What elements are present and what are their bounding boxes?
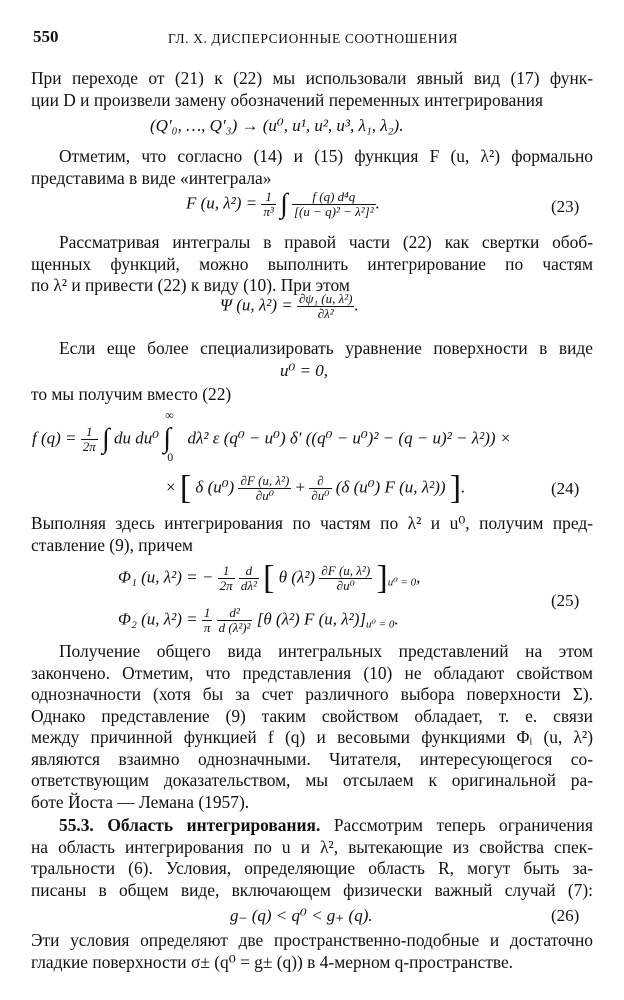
paragraph-9: [31, 930, 593, 973]
eq24-body: dλ² ε (q⁰ − u⁰) δ′ ((q⁰ − u⁰)² − (q − u)² − λ²)) ×: [187, 428, 512, 448]
equation-number-25: (25): [551, 591, 580, 610]
eq23-coefficient: [261, 190, 275, 219]
text-line: по λ² и привести (22) к виду (10). При этом: [31, 275, 350, 295]
eq24-lower-limit: 0: [167, 450, 174, 465]
section-55-3: [31, 815, 593, 901]
phi1-derivative: [239, 564, 259, 593]
eq23-den: [(u − q)² − λ²]²: [293, 204, 374, 219]
eq23-tail: .: [375, 193, 380, 213]
psi-den: ∂λ²: [317, 306, 334, 321]
text-line: ответствующим доказательством, мы отсылаем к оригинальной ра-: [31, 770, 593, 790]
phi1-lhs: Φ₁ (u, λ²) = −: [118, 567, 214, 587]
eq23-coef-num: 1: [261, 190, 275, 205]
phi1-c-num: 1: [218, 564, 235, 579]
equation-24-line-1: [32, 408, 512, 465]
text-line: [31, 815, 593, 837]
text-line: Однако представление (9) таким свойством обладает, т. е. связи: [31, 705, 593, 726]
equation-psi: [220, 292, 359, 321]
phi2-c-den: π: [203, 620, 211, 635]
text-line: Получение общего вида интегральных представлений на этом: [59, 641, 593, 661]
text-line: писаны в общем виде, включающем физически важный случай (7):: [31, 879, 593, 900]
integral-sign: ∫: [163, 423, 171, 455]
eq24-tail: .: [461, 477, 466, 497]
phi1-f-den: ∂u⁰: [336, 578, 355, 593]
eq24-d1-num: ∂F (u, λ²): [240, 473, 290, 488]
running-title: ГЛ. X. ДИСПЕРСИОННЫЕ СООТНОШЕНИЯ: [168, 31, 459, 46]
psi-lhs: Ψ (u, λ²) =: [220, 295, 293, 315]
phi1-f-num: ∂F (u, λ²): [321, 563, 371, 578]
phi1-tail: ,: [416, 567, 421, 587]
text-line: ции D и произвели замену обозначений переменных интегрирования: [31, 89, 543, 110]
bracket-close: ]: [376, 559, 388, 597]
eq24-d1-den: ∂u⁰: [255, 488, 274, 503]
equation-substitution: (Q′₀, …, Q′₃) → (u⁰, u¹, u², u³, λ₁, λ₂).: [150, 116, 404, 135]
text-line: Если еще более специализировать уравнение поверхности в виде: [59, 338, 593, 358]
text-line: тральности (6). Условия, определяющие область R, могут быть за-: [31, 858, 593, 878]
bracket-open: [: [179, 469, 192, 507]
phi2-d-den: d (λ²)²: [218, 620, 251, 635]
phi1-d-den: dλ²: [240, 578, 257, 593]
text-line: Эти условия определяют две пространственно-подобные и достаточно: [31, 930, 593, 950]
eq24-derivative-1: [238, 474, 291, 503]
eq23-num: f (q) d⁴q: [292, 190, 376, 205]
paragraph-1: [31, 68, 593, 111]
eq24-plus: +: [295, 477, 306, 497]
phi2-d-num: d²: [217, 606, 253, 621]
equation-26: g₋ (q) < q⁰ < g₊ (q).: [230, 906, 373, 925]
text-line: однозначности (хотя бы за счет различного выбора поверхности Σ).: [31, 684, 593, 704]
text-line: При переходе от (21) к (22) мы использовали явный вид (17) функ-: [31, 68, 593, 88]
psi-num: ∂ψ₁ (u, λ²): [298, 291, 353, 306]
phi1-theta: θ (λ²): [278, 567, 316, 587]
phi2-derivative: [217, 606, 253, 635]
equation-number-26: (26): [551, 906, 580, 925]
phi2-tail: .: [394, 609, 399, 629]
equation-23: [186, 190, 380, 219]
phi2-body: [θ (λ²) F (u, λ²)]: [256, 609, 366, 629]
text-line: на область интегрирования по u и λ², вытекающие из свойства спек-: [31, 836, 593, 857]
phi2-c-num: 1: [202, 606, 213, 621]
eq24-derivative-2: [309, 474, 331, 503]
paragraph-5: [31, 384, 593, 406]
equation-number-24: (24): [551, 479, 580, 498]
page-number: 550: [33, 27, 59, 46]
integral-sign: ∫: [102, 423, 110, 455]
text-line: представима в виде «интеграла»: [31, 167, 272, 188]
phi2-subscript: u⁰ = 0: [366, 618, 395, 631]
paragraph-3: [31, 232, 593, 297]
eq24-times: ×: [166, 477, 176, 497]
bracket-open: [: [263, 559, 275, 597]
paragraph-6: [31, 513, 593, 556]
text-line: боте Йоста — Лемана (1957).: [31, 791, 250, 812]
section-heading: 55.3. Область интегрирования.: [59, 815, 321, 835]
eq23-lhs: F (u, λ²) =: [186, 193, 258, 213]
eq23-fraction: [292, 190, 376, 219]
phi1-coefficient: [218, 564, 235, 593]
text-line: гладкие поверхности σ± (q⁰ = g± (q)) в 4-мерном q-пространстве.: [31, 951, 514, 972]
equation-24-line-2: [166, 469, 466, 507]
text-line: ставление (9), причем: [31, 534, 194, 555]
paragraph-7: [31, 641, 593, 813]
phi1-c-den: 2π: [219, 578, 233, 593]
phi2-coefficient: [202, 606, 213, 635]
phi1-subscript: u⁰ = 0: [387, 576, 417, 589]
paragraph-2: [31, 146, 593, 189]
equation-25-phi2: [118, 606, 399, 635]
phi1-partial: [319, 564, 372, 593]
text-line: щенных функций, можно выполнить интегрирование по частям: [31, 253, 593, 274]
phi2-lhs: Φ₂ (u, λ²) =: [118, 609, 198, 629]
paragraph-4: [31, 338, 593, 360]
equation-25-phi1: [118, 559, 421, 597]
eq24-lhs: f (q) =: [32, 428, 77, 448]
eq24-d2-den: ∂u⁰: [311, 488, 330, 503]
equation-number-23: (23): [551, 197, 580, 216]
phi1-d-num: d: [239, 564, 259, 579]
text-line: Рассматривая интегралы в правой части (22) как свертки обоб-: [59, 232, 593, 252]
eq24-vars: du du⁰: [113, 428, 160, 448]
text-line: то мы получим вместо (22): [31, 384, 232, 404]
eq24-delta: δ (u⁰): [195, 477, 235, 497]
eq24-coef-num: 1: [81, 425, 98, 440]
text-line: между причинной функцией f (q) и весовыми функциями Φᵢ (u, λ²): [31, 727, 593, 747]
text-line: Выполняя здесь интегрирования по частям по λ² и u⁰, получим пред-: [31, 513, 593, 533]
eq23-coef-den: π³: [263, 204, 274, 219]
eq24-coef-den: 2π: [82, 439, 96, 454]
eq24-d2-num: ∂: [309, 474, 331, 489]
text-line: являются взаимно однозначными. Читателя, интересующегося со-: [31, 748, 593, 769]
psi-tail: .: [354, 295, 359, 315]
bracket-close: ]: [449, 469, 462, 507]
section-line-1: Рассмотрим теперь ограничения: [333, 815, 593, 835]
eq24-upper-limit: ∞: [165, 408, 174, 423]
integral-sign: ∫: [280, 188, 288, 220]
text-line: закончено. Отметим, что представления (10) не обладают свойством: [31, 662, 593, 683]
eq24-term: (δ (u⁰) F (u, λ²)): [335, 477, 446, 497]
psi-fraction: [297, 292, 354, 321]
equation-u0: u⁰ = 0,: [280, 361, 329, 380]
text-line: Отметим, что согласно (14) и (15) функция F (u, λ²) формально: [59, 146, 593, 166]
eq24-coefficient: [81, 425, 98, 454]
